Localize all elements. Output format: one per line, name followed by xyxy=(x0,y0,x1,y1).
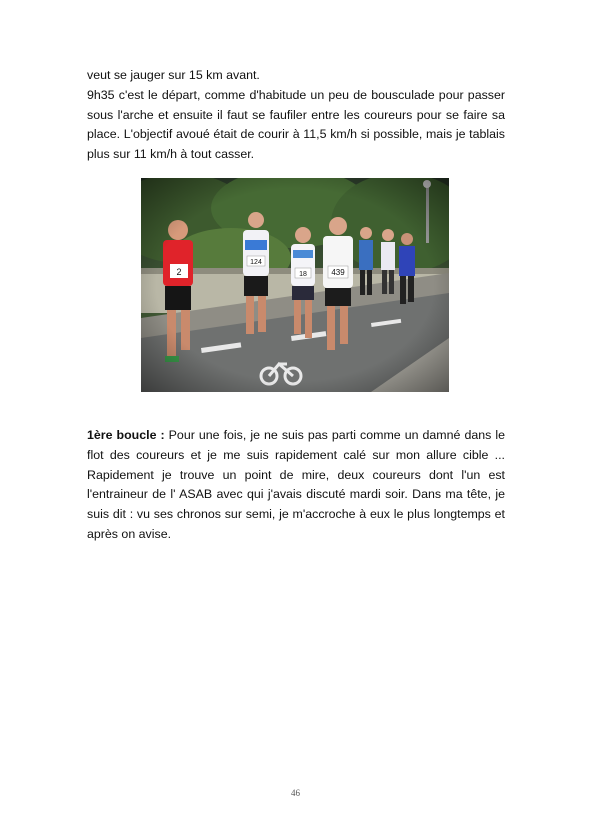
paragraph-start-race xyxy=(87,66,505,165)
text-line: 9h35 c'est le départ, comme d'habitude un peu de bousculade pour passer sous l'arche et ensuite il faut se faufiler entre les coureurs pour se faire sa place. L'objectif avoué était de courir à 11,5 km/h si possible, mais je tablais plus sur 11 km/h à tout casser. xyxy=(87,87,505,162)
runners-illustration xyxy=(141,178,449,392)
section-text: Pour une fois, je ne suis pas parti comme un damné dans le flot des coureurs et je me suis rapidement calé sur mon allure cible ... Rapidement je trouve un point de mire, deux coureurs dont l'un est l'entraineur de l' ASAB avec qui j'avais discuté mardi soir. Dans ma tête, je suis dit : vu ses chronos sur semi, je m'accroche à eux le plus longtemps et après on avise. xyxy=(87,428,505,541)
section-heading: 1ère boucle : xyxy=(87,428,165,442)
text-line: veut se jauger sur 15 km avant. xyxy=(87,68,260,82)
paragraph-first-loop xyxy=(87,426,505,545)
page-number: 46 xyxy=(291,788,300,798)
race-photo xyxy=(141,178,449,392)
